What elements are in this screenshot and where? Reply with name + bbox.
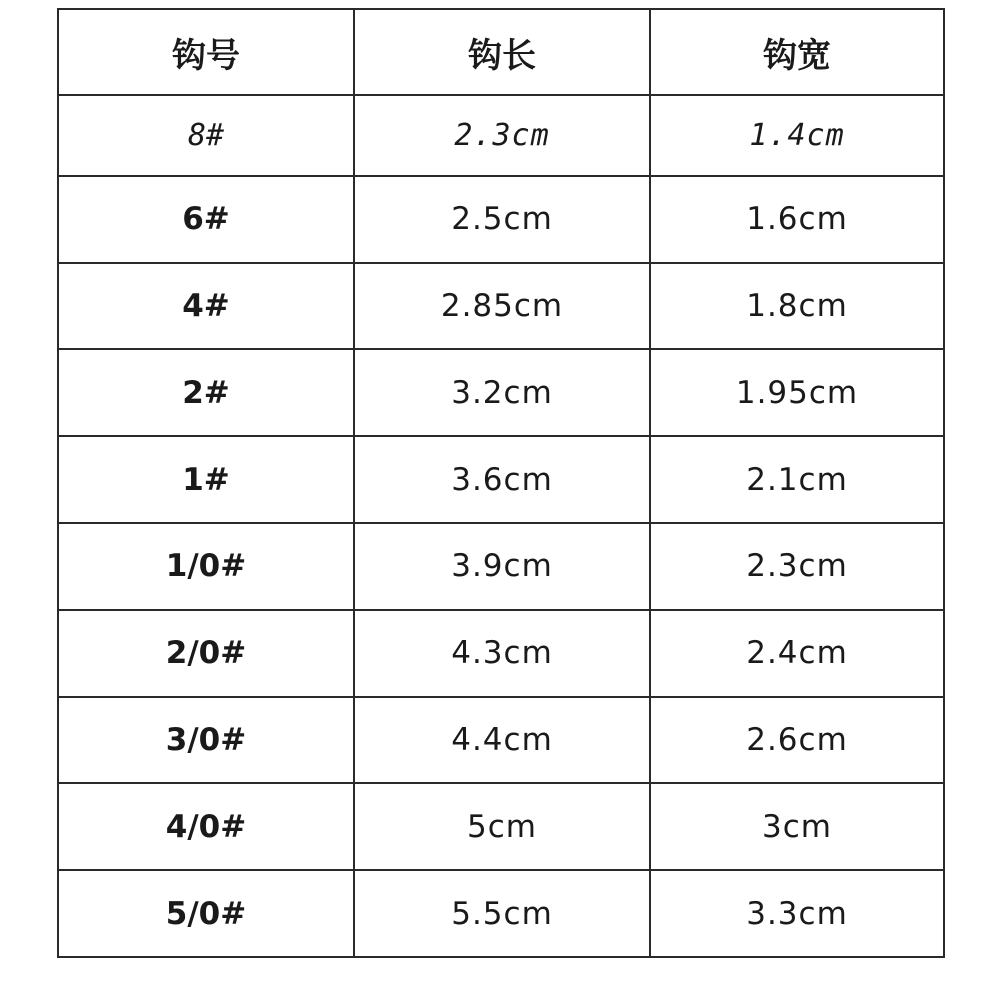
- hook-length-cell: 2.85cm: [354, 263, 650, 350]
- hook-length-cell: 4.4cm: [354, 697, 650, 784]
- table-row: [58, 870, 944, 957]
- hook-width-cell: 3cm: [650, 783, 944, 870]
- hook-width-cell: 1.4cm: [650, 95, 944, 176]
- table-row: [58, 610, 944, 697]
- hook-length-cell: 5.5cm: [354, 870, 650, 957]
- table-row: [58, 436, 944, 523]
- hook-number-cell: 1/0#: [58, 523, 354, 610]
- hook-size-table: [57, 8, 945, 958]
- hook-number-cell: 6#: [58, 176, 354, 263]
- hook-number-cell: 3/0#: [58, 697, 354, 784]
- hook-length-cell: 5cm: [354, 783, 650, 870]
- hook-width-cell: 1.6cm: [650, 176, 944, 263]
- hook-width-cell: 2.6cm: [650, 697, 944, 784]
- hook-number-cell: 5/0#: [58, 870, 354, 957]
- hook-length-cell: 3.9cm: [354, 523, 650, 610]
- hook-length-cell: 3.2cm: [354, 349, 650, 436]
- hook-number-cell: 2/0#: [58, 610, 354, 697]
- hook-number-cell: 8#: [58, 95, 354, 176]
- hook-width-cell: 1.95cm: [650, 349, 944, 436]
- hook-number-cell: 1#: [58, 436, 354, 523]
- table-row: [58, 263, 944, 350]
- hook-length-cell: 4.3cm: [354, 610, 650, 697]
- hook-number-cell: 2#: [58, 349, 354, 436]
- hook-width-cell: 3.3cm: [650, 870, 944, 957]
- header-hook-length: 钩长: [354, 9, 650, 95]
- header-row: [58, 9, 944, 95]
- hook-width-cell: 2.4cm: [650, 610, 944, 697]
- hook-number-cell: 4#: [58, 263, 354, 350]
- hook-length-cell: 3.6cm: [354, 436, 650, 523]
- table-row: [58, 95, 944, 176]
- table-row: [58, 783, 944, 870]
- hook-width-cell: 2.3cm: [650, 523, 944, 610]
- header-hook-width: 钩宽: [650, 9, 944, 95]
- table-row: [58, 523, 944, 610]
- header-hook-number: 钩号: [58, 9, 354, 95]
- table-row: [58, 697, 944, 784]
- hook-width-cell: 1.8cm: [650, 263, 944, 350]
- hook-length-cell: 2.5cm: [354, 176, 650, 263]
- hook-width-cell: 2.1cm: [650, 436, 944, 523]
- table-row: [58, 176, 944, 263]
- hook-number-cell: 4/0#: [58, 783, 354, 870]
- table-row: [58, 349, 944, 436]
- hook-size-sheet: [57, 8, 943, 958]
- hook-length-cell: 2.3cm: [354, 95, 650, 176]
